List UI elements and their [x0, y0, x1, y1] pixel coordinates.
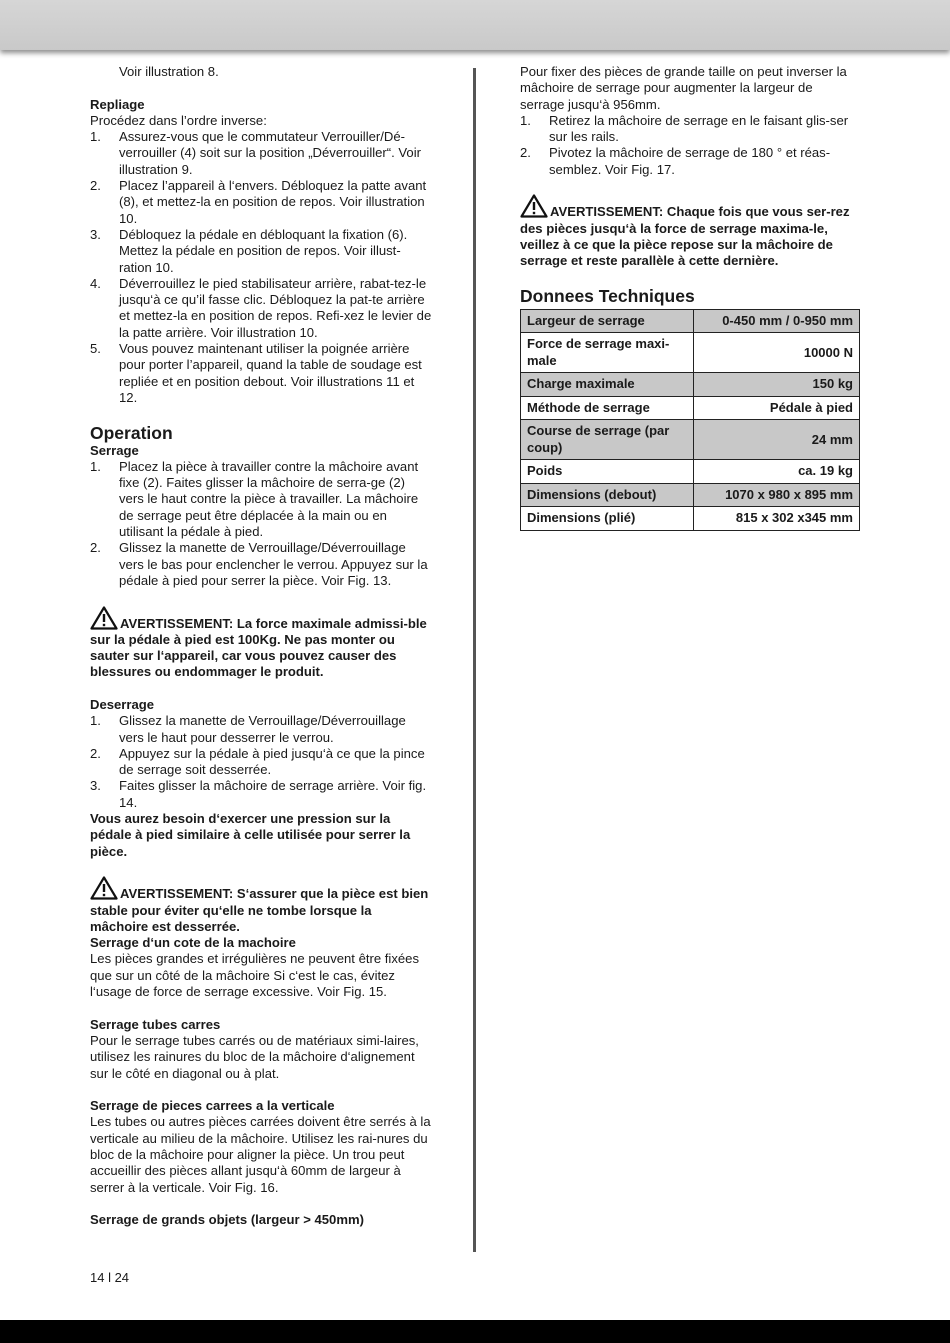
list-item: 4. Déverrouillez le pied stabilisateur arrière, rabat-tez-le jusqu‘à ce qu’il fasse clic. Débloquez la pat-te arrière et mettez-la en position de repos. Refi-xez le levier de la patte arrière. Voir illustration 10.: [90, 275, 432, 340]
spec-table: [520, 309, 860, 531]
list-item: 2. Placez l’appareil à l‘envers. Débloquez la patte avant (8), et mettez-la en position de repos. Voir illustration 10.: [90, 178, 427, 226]
warning-icon: [520, 194, 548, 218]
right-intro: Pour fixer des pièces de grande taille on peut inverser la mâchoire de serrage pour augmenter la largeur de serrage jusqu‘à 956mm.: [520, 64, 847, 112]
list-item: 1. Glissez la manette de Verrouillage/Déverrouillage vers le haut pour desserrer le verrou.: [90, 713, 406, 745]
list-item: 5. Vous pouvez maintenant utiliser la poignée arrière pour porter l’appareil, quand la table de soudage est repliée et en position debout. Voir illustrations 11 et 12.: [90, 341, 422, 405]
list-item: 3. Débloquez la pédale en débloquant la fixation (6). Mettez la pédale en position de repos. Voir illust-ration 10.: [90, 226, 408, 275]
serrage-list: [90, 459, 432, 589]
table-row: Charge maximale 150 kg: [521, 373, 860, 397]
warning-icon: [90, 606, 118, 630]
operation-title: Operation: [90, 422, 173, 443]
repliage-list: [90, 129, 432, 406]
table-row: Course de serrage (par coup) 24 mm: [521, 420, 860, 460]
left-column: [90, 64, 432, 1228]
repliage-heading: Repliage: [90, 96, 145, 112]
list-item: 1. Retirez la mâchoire de serrage en le faisant glis-ser sur les rails.: [520, 112, 849, 145]
warning-stable: AVERTISSEMENT: S‘assurer que la pièce est bien stable pour éviter qu‘elle ne tombe lorsque la mâchoire est desserrée.: [90, 876, 432, 935]
intro-text: Voir illustration 8.: [119, 64, 219, 79]
cote-text: Les pièces grandes et irrégulières ne peuvent être fixées que sur un côté de la mâchoire Si c‘est le cas, évitez l‘usage de force de serrage excessive. Voir Fig. 15.: [90, 951, 419, 1000]
deserrage-heading: Deserrage: [90, 696, 155, 712]
verticale-text: Les tubes ou autres pièces carrées doivent être serrés à la verticale au milieu de la mâchoire. Utilisez les rai-nures du bloc de la mâchoire pour aligner la pièce. Un trou peut accueillir des pièces allant jusqu‘à 60mm de largeur à serrer à la verticale. Voir Fig. 16.: [90, 1114, 431, 1195]
deserrage-note: Vous aurez besoin d‘exercer une pression sur la pédale à pied similaire à celle utilisée pour serrer la pièce.: [90, 811, 411, 859]
list-item: 1. Assurez-vous que le commutateur Verrouiller/Dé-verrouiller (4) soit sur la position „Déverrouiller“. Voir illustration 9.: [90, 129, 421, 177]
warning-max-force: AVERTISSEMENT: La force maximale admissi-ble sur la pédale à pied est 100Kg. Ne pas monter ou sauter sur l‘appareil, car vous pouvez causer des blessures ou endommager le produit.: [90, 606, 432, 681]
warning-icon: [90, 876, 118, 900]
grands-objets-heading: Serrage de grands objets (largeur > 450mm): [90, 1212, 364, 1228]
header-bar: [0, 0, 950, 50]
table-row: Largeur de serrage 0-450 mm / 0-950 mm: [521, 309, 860, 333]
list-item: 3. Faites glisser la mâchoire de serrage arrière. Voir fig. 14.: [90, 778, 427, 810]
right-list: [520, 113, 860, 178]
page-number: 14 l 24: [90, 1270, 130, 1285]
serrage-heading: Serrage: [90, 442, 139, 458]
deserrage-list: [90, 713, 432, 811]
list-item: 2. Appuyez sur la pédale à pied jusqu‘à ce que la pince de serrage soit desserrée.: [90, 745, 425, 778]
footer-bar: [0, 1320, 950, 1343]
list-item: 2. Pivotez la mâchoire de serrage de 180 ° et réas-semblez. Voir Fig. 17.: [520, 145, 831, 177]
table-row: Méthode de serrage Pédale à pied: [521, 396, 860, 420]
tubes-text: Pour le serrage tubes carrés ou de matériaux simi-laires, utilisez les rainures du bloc de la mâchoire d‘alignement sur le côté en diagonal ou à plat.: [90, 1032, 419, 1081]
cote-heading: Serrage d‘un cote de la machoire: [90, 935, 296, 951]
verticale-heading: Serrage de pieces carrees a la verticale: [90, 1098, 335, 1114]
repliage-lead: Procédez dans l’ordre inverse:: [90, 112, 267, 128]
column-divider: [473, 68, 476, 1252]
list-item: 2. Glissez la manette de Verrouillage/Déverrouillage vers le bas pour enclencher le verrou. Appuyez sur la pédale à pied pour serrer la pièce. Voir Fig. 13.: [90, 540, 428, 588]
tech-title: Donnees Techniques: [520, 285, 695, 306]
table-row: Dimensions (plié) 815 x 302 x345 mm: [521, 507, 860, 531]
tubes-heading: Serrage tubes carres: [90, 1016, 221, 1032]
right-column: [520, 64, 860, 531]
warning-max-clamp: AVERTISSEMENT: Chaque fois que vous ser-rez des pièces jusqu‘à la force de serrage maxima-le, veillez à ce que la pièce repose sur la mâchoire de serrage et reste parallèle à cette dernière.: [520, 194, 860, 269]
table-row: Force de serrage maxi-male 10000 N: [521, 333, 860, 373]
table-row: Poids ca. 19 kg: [521, 460, 860, 484]
list-item: 1. Placez la pièce à travailler contre la mâchoire avant fixe (2). Faites glisser la mâchoire de serra-ge (2) vers le haut contre la pièce à travailler. La mâchoire de serrage peut être déplacée à la main ou en utilisant la pédale à pied.: [90, 458, 419, 540]
table-row: Dimensions (debout) 1070 x 980 x 895 mm: [521, 483, 860, 507]
